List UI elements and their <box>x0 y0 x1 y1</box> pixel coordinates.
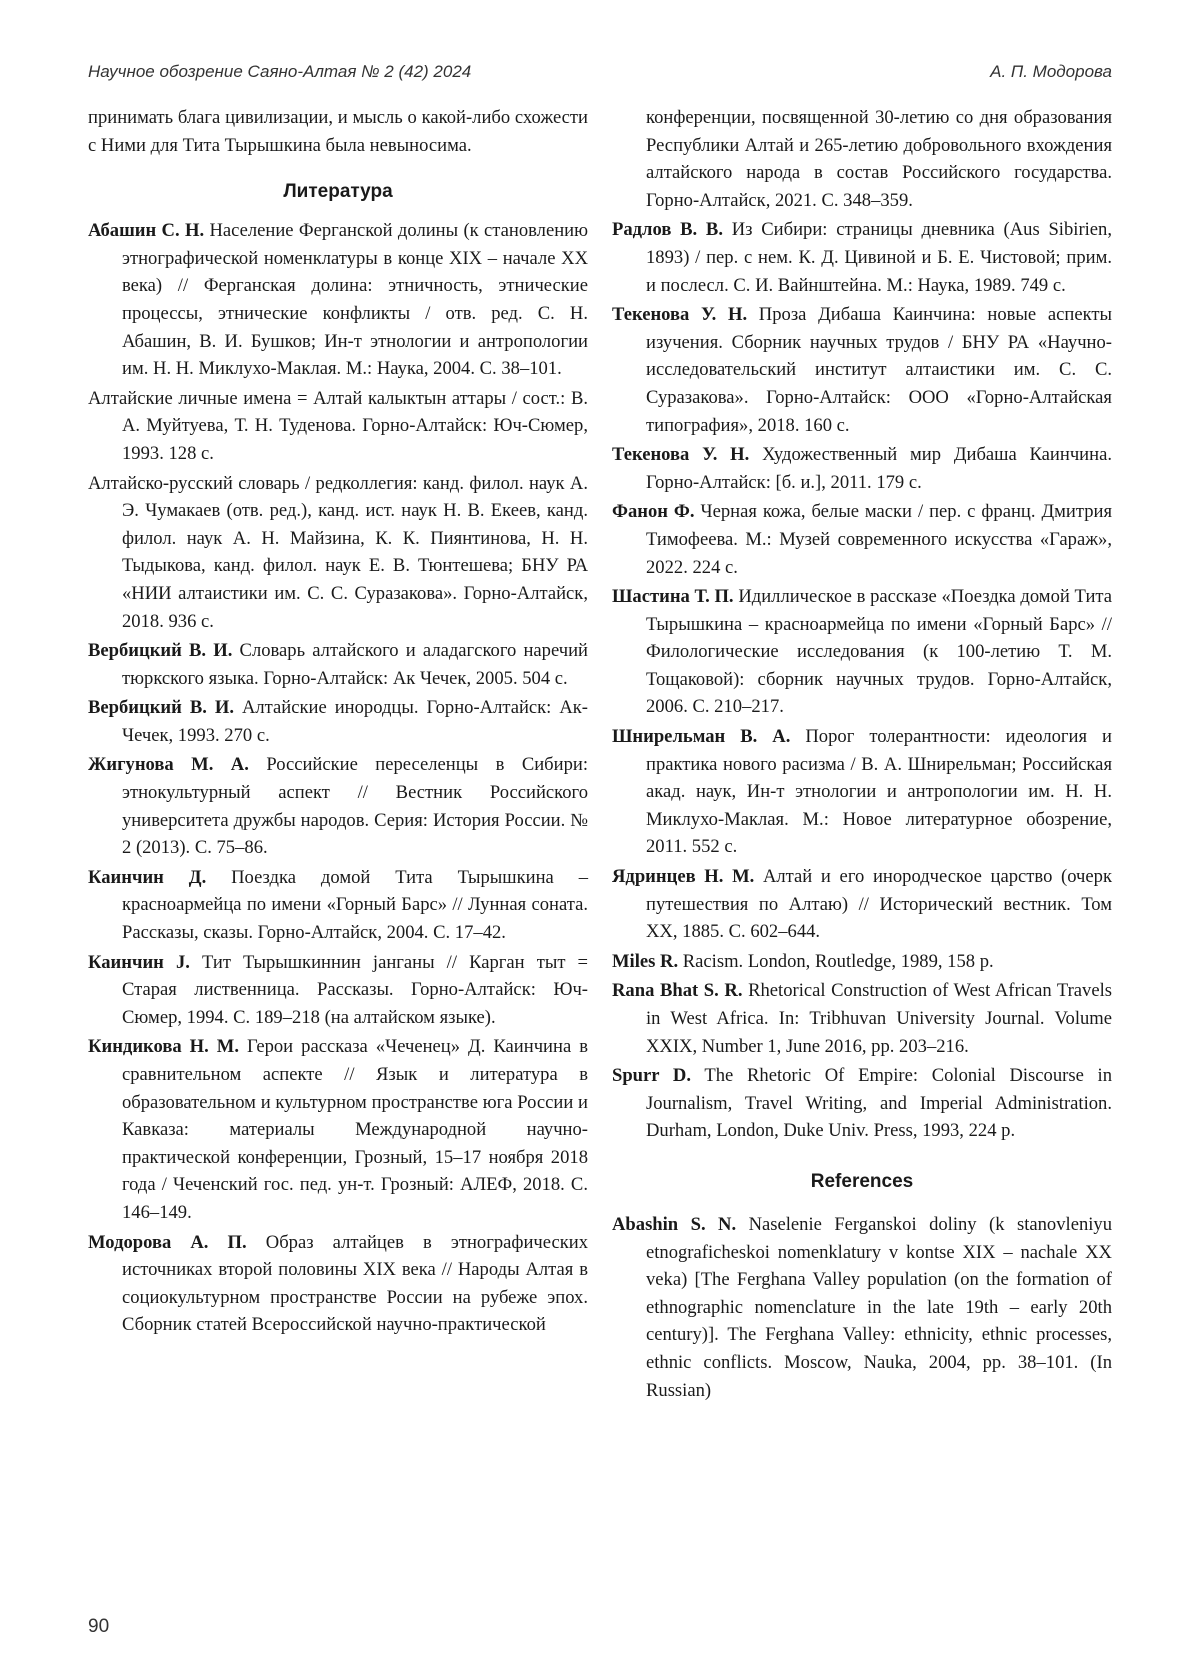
reference-text: Порог толерантности: идеология и практика нового расизма / В. А. Шнирельман; Российская акад. наук, Ин-т этнологии и антропологии им. Н. Н. Миклухо-Маклая. М.: Новое литературное обозрение, 2011. 552 с. <box>646 726 1112 858</box>
reference-author: Абашин С. Н. <box>88 220 205 242</box>
reference-entry <box>88 637 588 692</box>
reference-entry <box>88 217 588 383</box>
literature-list-continued <box>612 104 1112 1145</box>
reference-entry <box>88 751 588 861</box>
reference-text: Racism. London, Routledge, 1989, 158 p. <box>678 950 994 972</box>
reference-author: Каинчин J. <box>88 951 190 973</box>
reference-text: Алтайские инородцы. Горно-Алтайск: Ак-Чечек, 1993. 270 с. <box>122 697 588 746</box>
reference-text: Алтайские личные имена = Алтай калыктын аттары / сост.: В. А. Муйтуева, Т. Н. Туденова. Горно-Алтайск: Юч-Сюмер, 1993. 128 с. <box>88 387 588 464</box>
reference-text: Образ алтайцев в этнографических источниках второй половины XIX века // Народы Алтая в социокультурном пространстве России на рубеже эпох. Сборник статей Всероссийской научно-практической <box>122 1231 588 1336</box>
literature-list <box>88 217 588 1339</box>
reference-text: Черная кожа, белые маски / пер. с франц. Дмитрия Тимофеева. М.: Музей современного искусства «Гараж», 2022. 224 с. <box>646 501 1112 578</box>
reference-entry <box>612 948 1112 976</box>
reference-entry <box>88 470 588 636</box>
reference-text: The Rhetoric Of Empire: Colonial Discourse in Journalism, Travel Writing, and Imperial Administration. Durham, London, Duke Univ. Press, 1993, 224 p. <box>646 1065 1113 1142</box>
reference-author: Ядринцев Н. М. <box>612 866 755 888</box>
reference-text: Тит Тырышкиннин jанганы // Карган тыт = Старая лиственница. Рассказы. Горно-Алтайск: Юч-Сюмер, 1994. С. 189–218 (на алтайском языке). <box>122 951 589 1028</box>
reference-text: Население Ферганской долины (к становлению этнографической номенклатуры в конце XIX – начале XX века) // Ферганская долина: этничность, этнические процессы, этнические конфликты / отв. ред. С. Н. Абашин, В. И. Бушков; Ин-т этнологии и антропологии им. Н. Н. Миклухо-Маклая. М.: Наука, 2004. С. 38–101. <box>122 220 589 380</box>
reference-entry <box>612 863 1112 946</box>
reference-author: Вербицкий В. И. <box>88 640 233 662</box>
reference-text: Алтай и его инородческое царство (очерк путешествия по Алтаю) // Исторический вестник. Том XX, 1885. С. 602–644. <box>646 866 1112 943</box>
reference-text: Проза Дибаша Каинчина: новые аспекты изучения. Сборник научных трудов / БНУ РА «Научно-исследовательский институт алтаистики им. С. С. Суразакова». Горно-Алтайск: ООО «Горно-Алтайская типография», 2018. 160 с. <box>646 304 1112 436</box>
reference-entry <box>612 1062 1112 1145</box>
reference-entry <box>612 301 1112 439</box>
literature-heading: Литература <box>283 181 393 203</box>
reference-text: Из Сибири: страницы дневника (Aus Sibirien, 1893) / пер. с нем. К. Д. Цивиной и Б. Е. Чистовой; прим. и послесл. С. И. Вайнштейна. М.: Наука, 1989. 749 с. <box>646 219 1112 296</box>
reference-text: Идиллическое в рассказе «Поездка домой Тита Тырышкина – красноармейца по имени «Горный Барс» // Филологические исследования (к 100-летию Т. М. Тощаковой): сборник научных трудов. Горно-Алтайск, 2006. С. 210–217. <box>646 586 1113 718</box>
reference-entry <box>88 385 588 468</box>
intro-paragraph: принимать блага цивилизации, и мысль о какой-либо схожести с Ними для Тита Тырышкина была невыносима. <box>88 107 588 156</box>
references-heading: References <box>810 1170 914 1192</box>
reference-entry <box>88 694 588 749</box>
reference-author: Текенова У. Н. <box>612 304 748 326</box>
reference-entry <box>88 1229 588 1339</box>
reference-author: Rana Bhat S. R. <box>612 980 743 1002</box>
right-column <box>612 104 1112 1406</box>
reference-author: Шнирельман В. А. <box>612 726 791 748</box>
running-head <box>88 62 1112 82</box>
reference-entry <box>88 1033 588 1226</box>
reference-author: Киндикова Н. М. <box>88 1036 239 1058</box>
reference-author: Вербицкий В. И. <box>88 697 234 719</box>
left-column <box>88 104 588 1341</box>
reference-text: Поездка домой Тита Тырышкина – красноармейца по имени «Горный Барс» // Лунная соната. Рассказы, сказы. Горно-Алтайск, 2004. С. 17–42. <box>122 866 588 944</box>
reference-entry <box>612 216 1112 299</box>
reference-entry <box>612 104 1112 214</box>
reference-entry <box>612 441 1112 496</box>
reference-text: Алтайско-русский словарь / редколлегия: канд. филол. наук А. Э. Чумакаев (отв. ред.), канд. ист. наук Н. В. Екеев, канд. филол. наук А. Н. Майзина, К. К. Пиянтинова, Н. Н. Тыдыкова, канд. филол. наук Е. В. Тюнтешева; БНУ РА «НИИ алтаистики им. С. С. Суразакова». Горно-Алтайск, 2018. 936 с. <box>88 472 588 632</box>
reference-author: Spurr D. <box>612 1065 691 1087</box>
reference-text: Словарь алтайского и аладагского наречий тюркского языка. Горно-Алтайск: Ак Чечек, 2005. 504 с. <box>122 640 588 689</box>
reference-entry <box>612 498 1112 581</box>
reference-entry <box>612 723 1112 861</box>
page-number: 90 <box>88 1616 110 1637</box>
reference-text: Naselenie Ferganskoi doliny (k stanovleniyu etnograficheskoi nomenklatury v kontse XIX – nachale XX veka) [The Ferghana Valley population (on the formation of ethnographic nomenclature in the late 19th – early 20th century)]. The Ferghana Valley: ethnicity, ethnic processes, ethnic conflicts. Moscow, Nauka, 2004, pp. 38–101. (In Russian) <box>646 1213 1112 1401</box>
reference-text: Художественный мир Дибаша Каинчина. Горно-Алтайск: [б. и.], 2011. 179 с. <box>646 444 1112 493</box>
reference-author: Каинчин Д. <box>88 866 207 888</box>
references-list <box>612 1211 1112 1404</box>
reference-author: Радлов В. В. <box>612 219 723 241</box>
reference-entry <box>612 1211 1112 1404</box>
reference-author: Текенова У. Н. <box>612 444 750 466</box>
reference-text: Российские переселенцы в Сибири: этнокультурный аспект // Вестник Российского университета дружбы народов. Серия: История России. № 2 (2013). С. 75–86. <box>122 754 588 859</box>
reference-author: Жигунова М. А. <box>88 754 249 776</box>
reference-author: Шастина Т. П. <box>612 586 734 608</box>
reference-author: Miles R. <box>612 950 679 972</box>
reference-entry <box>88 949 588 1032</box>
reference-text: Герои рассказа «Чеченец» Д. Каинчина в сравнительном аспекте // Язык и литература в образовательном и культурном пространстве юга России и Кавказа: материалы Международной научно-практической конференции, Грозный, 15–17 ноября 2018 года / Чеченский гос. пед. ун-т. Грозный: АЛЕФ, 2018. С. 146–149. <box>122 1036 588 1223</box>
reference-entry <box>612 977 1112 1060</box>
reference-author: Abashin S. N. <box>612 1213 737 1235</box>
article-author: А. П. Модорова <box>990 62 1112 81</box>
reference-text: конференции, посвященной 30-летию со дня образования Республики Алтай и 265-летию добровольного вхождения алтайского народа в состав Российского государства. Горно-Алтайск, 2021. С. 348–359. <box>646 107 1112 211</box>
reference-text: Rhetorical Construction of West African Travels in West Africa. In: Tribhuvan University Journal. Volume XXIX, Number 1, June 2016, pp. 203–216. <box>646 980 1112 1057</box>
journal-title: Научное обозрение Саяно-Алтая № 2 (42) 2024 <box>88 62 472 81</box>
reference-author: Фанон Ф. <box>612 501 695 523</box>
reference-entry <box>612 583 1112 721</box>
reference-author: Модорова А. П. <box>88 1231 247 1253</box>
reference-entry <box>88 864 588 947</box>
